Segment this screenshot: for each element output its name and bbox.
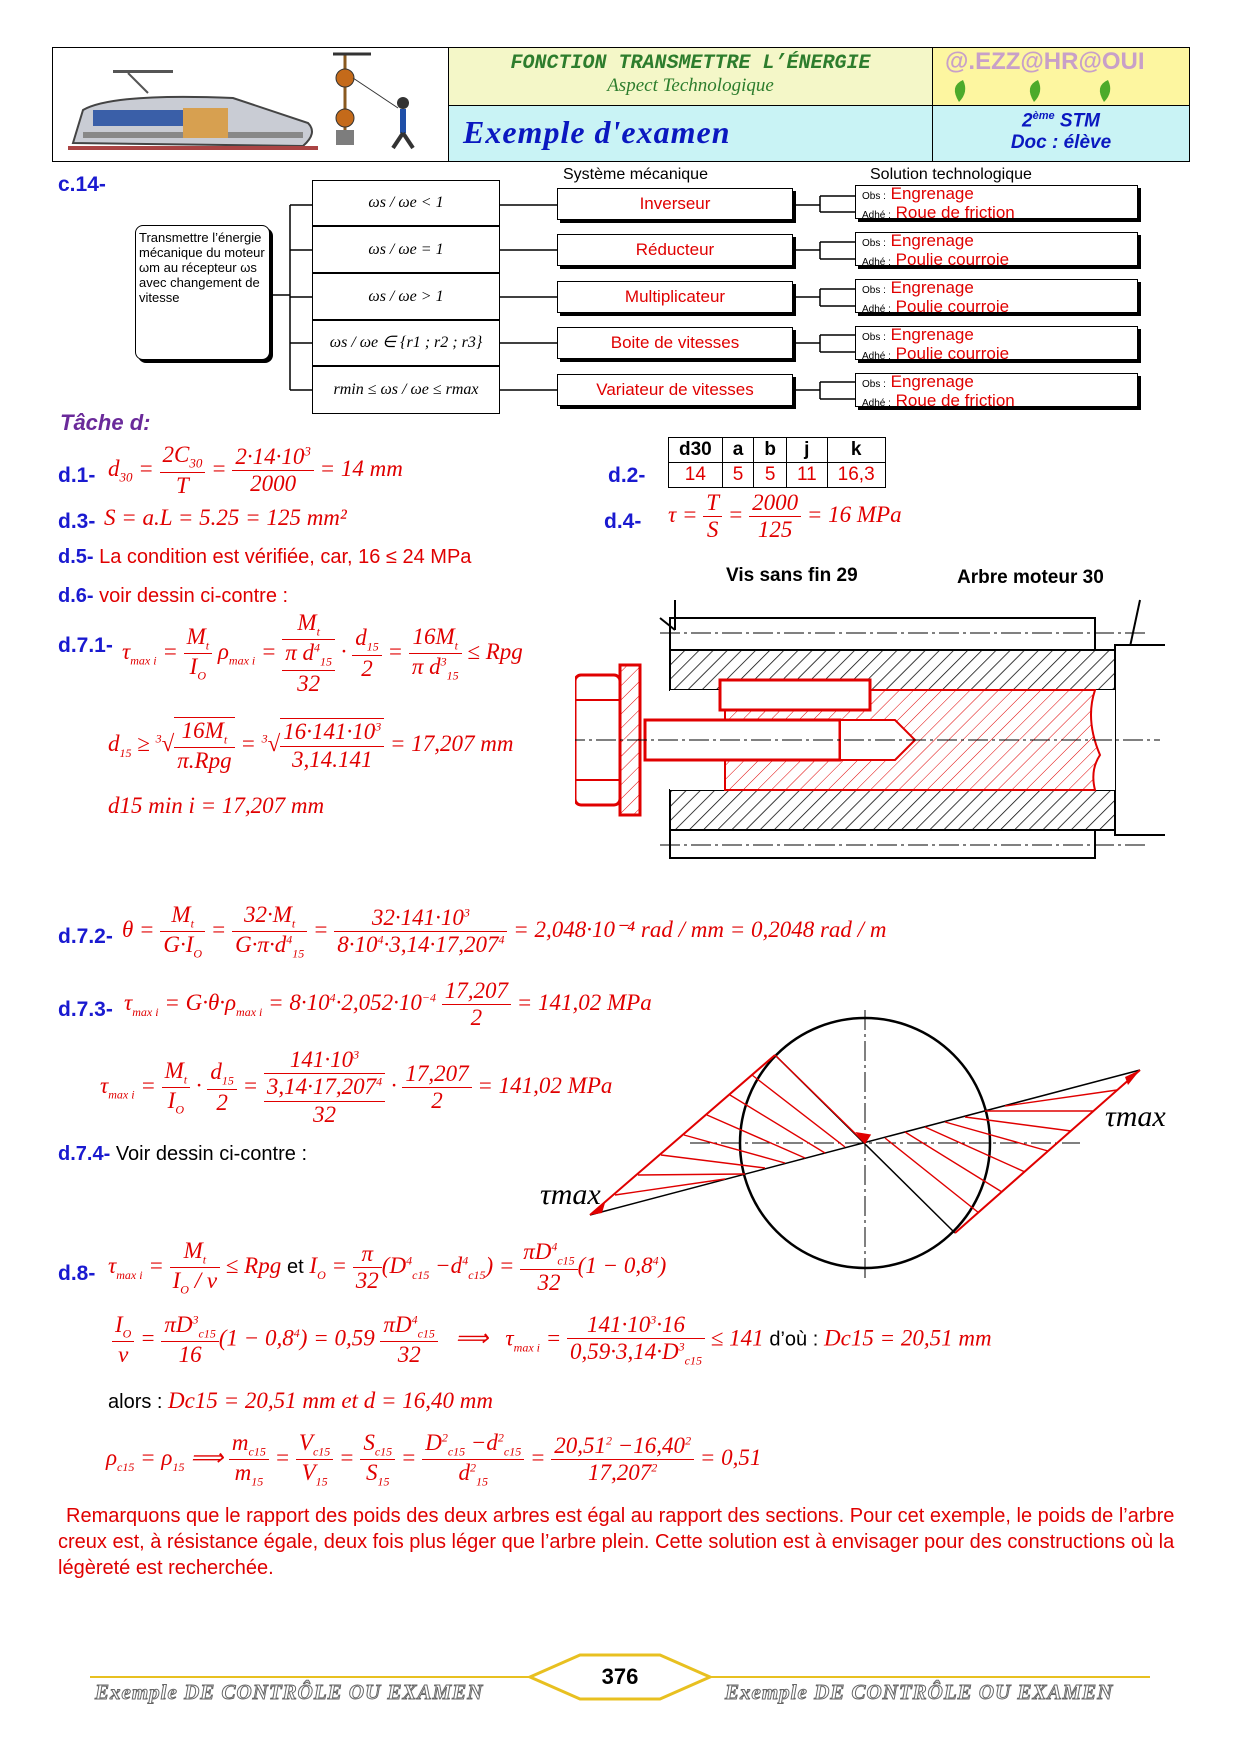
d8-equation-rho: $\rho_{c15} = \rho_{15}$ ⟹ $\frac{m_{c15}}{m_{15}}$ = $\frac{V_{c15}}{V_{15}}$ = $\frac{S_{c15}}{S_{15}}$ = $\frac{D^2_{c15} -d^2_{c15}}{d^2_{15}}$ = $\frac{20,51^2 -16,40^2}{17,207^2}$ = 0,51 [106,1430,762,1489]
footer-right-text: Exemple DE CONTRÔLE OU EXAMEN [725,1680,1114,1704]
solution-box: Obs : Engrenage Adhé : Poulie courroie [855,326,1138,360]
tau-max-right: τmax [1105,1100,1166,1133]
d4-label: d.4- [604,510,642,533]
d6-line: d.6- voir dessin ci-contre : [58,585,289,607]
d2-label: d.2- [608,464,646,487]
tau-max-left: τmax [540,1178,601,1211]
d8-alors-line: alors : Dc15 = 20,51 mm et d = 16,40 mm [108,1388,493,1413]
d71-label: d.7.1- [58,634,113,657]
system-box: Multiplicateur [557,281,793,313]
d3-label: d.3- [58,510,96,533]
d72-label: d.7.2- [58,925,113,948]
label-arbre: Arbre moteur 30 [957,567,1104,588]
c14-col-solution: Solution technologique [870,166,1032,183]
page-subtitle: Aspect Technologique [607,75,774,96]
d71-equation-1: $\tau_{max i}$ = $\frac{M_t}{I_O}$ $\rho_{max i}$ = $M_t$ π $d^4_{15}$ 32 · $\frac{d_{15}}{2}$ = $\frac{16M_t}{\pi d^3_{15}}$ ≤ Rpg [122,610,523,696]
d2-table [668,437,886,488]
cond-box: ωs / ωe < 1 [312,180,500,226]
solution-box: Obs : Engrenage Adhé : Roue de friction [855,185,1138,219]
doc-label: Doc : élève [1010,132,1112,154]
d73-label: d.7.3- [58,998,113,1021]
d74-line: d.7.4- Voir dessin ci-contre : [58,1143,308,1165]
cond-box: ωs / ωe ∈ {r1 ; r2 ; r3} [312,320,500,366]
d73-equation-1: $\tau_{max i} = G\cdot\theta\cdot\rho_{max i} = 8\cdot 10^4\cdot 2,052\cdot 10^{-4}$ $\frac{17,207}{2}$ = 141,02 MPa [124,978,652,1031]
page-title: FONCTION TRANSMETTRE L’ÉNERGIE [510,52,871,75]
d71-equation-3: d15 min i = 17,207 mm [108,793,325,818]
section-title: Tâche d: [60,410,151,435]
system-box: Inverseur [557,188,793,220]
d71-equation-2: $d_{15} \ge ^3√$ $\frac{16M_t}{\text{π.Rpg}}$ = $^3$√ $\frac{16\cdot 141\cdot 10^3}{3,14.141}$ = 17,207 mm [108,718,514,774]
d1-label: d.1- [58,464,96,487]
c14-root-text: Transmettre l’énergie mécanique du moteur ωm au récepteur ωs avec changement de vitesse [139,230,265,305]
d8-equation-1: $\tau_{max i}$ = $\frac{M_t}{I_O / \nu}$ ≤ Rpg et $I_O$ = $\frac{\pi}{32}$ $(D^4_{c15} -d^4_{c15})$ = $\frac{\pi D^4_{c15}}{32}$ $(1 - 0,8^4)$ [108,1238,667,1297]
remark-paragraph: Remarquons que le rapport des poids des deux arbres est égal au rapport des sections. Pour cet exemple, le poids de l’arbre creux est, à résistance égale, deux fois plus léger que l’arbre plein. Cette solution est à envisager pour des constructions où la légèreté est recherchée. [58,1505,1175,1579]
solution-box: Obs : Engrenage Adhé : Poulie courroie [855,279,1138,313]
label-vis: Vis sans fin 29 [726,565,858,586]
table-row: 14 5 5 11 16,3 [669,463,886,488]
system-box: Réducteur [557,234,793,266]
d5-line: d.5- La condition est vérifiée, car, 16 ≤ 24 MPa [58,546,472,568]
d73-equation-2: $\tau_{max i}$ = $\frac{M_t}{I_O}$ · $\frac{d_{15}}{2}$ = $141\cdot 10^3$ $3,14\cdot 17,207^4$ 32 · $\frac{17,207}{2}$ = 141,02 MPa [100,1047,613,1127]
page-number: 376 [601,1664,639,1689]
cond-box: ωs / ωe > 1 [312,273,500,320]
c14-label: c.14- [58,173,106,196]
d3-equation: S = a.L = 5.25 = 125 mm² [104,505,347,530]
d8-equation-2: $\frac{I_O}{\nu}$ = $\frac{\pi D^3_{c15}}{16}$ $(1 - 0,8^4) = 0,59$ $\frac{\pi D^4_{c15}}{32}$ ⟹ $\tau_{max i}$ = $\frac{141\cdot 10^3\cdot 16}{0,59\cdot 3,14\cdot D^3_{c15}}$ ≤ 141 d’où : Dc15 = 20,51 mm [112,1312,992,1369]
cond-box: ωs / ωe = 1 [312,226,500,273]
exam-label: Exemple d'examen [463,114,731,150]
c14-root-box [135,225,270,360]
system-box: Variateur de vitesses [557,374,793,406]
solution-box: Obs : Engrenage Adhé : Roue de friction [855,373,1138,407]
footer-left-text: Exemple DE CONTRÔLE OU EXAMEN [95,1680,484,1704]
d72-equation: θ = $\frac{M_t}{G\cdot I_O}$ = $\frac{32\cdot M_t}{G\cdot\pi\cdot d^4_{15}}$ = $\frac{32\cdot 141\cdot 10^3}{8\cdot 10^4\cdot 3,14\cdot 17,207^4}$ = 2,048·10⁻⁴ rad / mm = 0,2048 rad / m [122,902,887,961]
author-logo: @.EZZ@HR@OUI [945,48,1145,75]
cond-box: rmin ≤ ωs / ωe ≤ rmax [312,366,500,414]
system-box: Boite de vitesses [557,327,793,359]
class-level: 2ème STM [1022,110,1100,132]
d4-equation: τ = $\frac{T}{S}$ = $\frac{2000}{125}$ = 16 MPa [668,490,902,543]
d1-equation: $d_{30}$ = $\frac{2C_{30}}{T}$ = $\frac{2\cdot 14\cdot 10^3}{2000}$ = 14 mm [108,442,403,498]
d8-label: d.8- [58,1262,96,1285]
solution-box: Obs : Engrenage Adhé : Poulie courroie [855,232,1138,266]
c14-col-system: Système mécanique [563,166,708,183]
assembly-drawing [575,590,1165,910]
table-header-row: d30 a b j k [669,438,886,463]
